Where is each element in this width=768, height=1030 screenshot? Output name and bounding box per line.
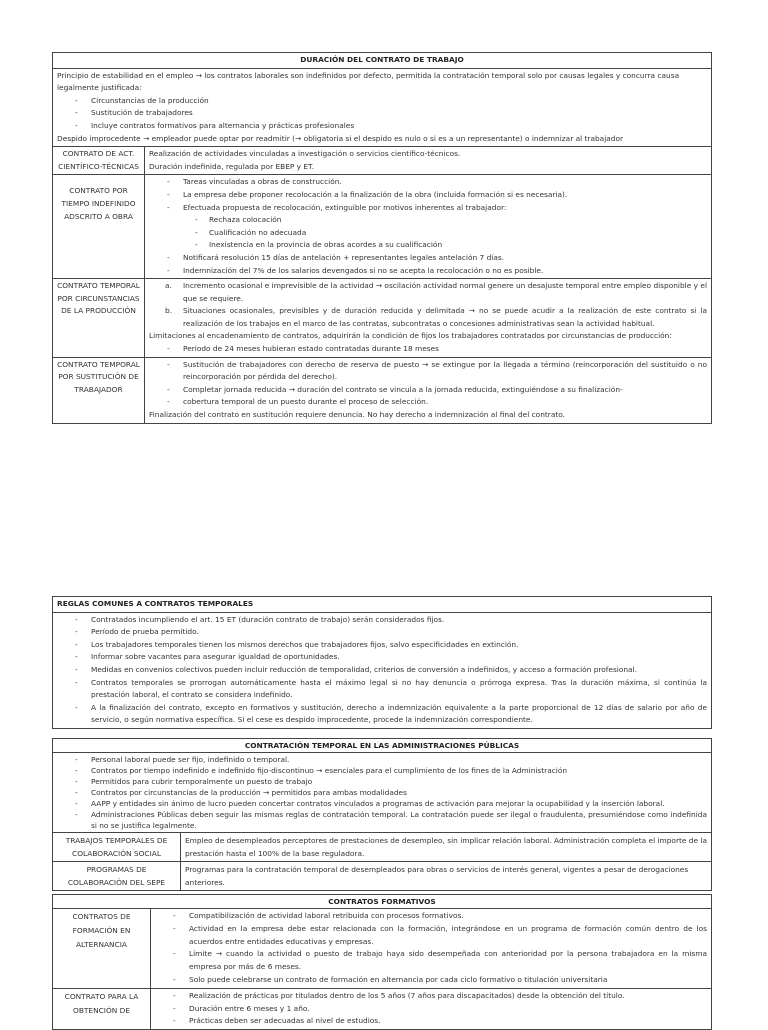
text-line: Realización de actividades vinculadas a investigación o servicios científico-técnicos. <box>149 149 461 159</box>
list-item: - Contratos por circunstancias de la producción → permitidos para ambas modalidades <box>57 787 707 798</box>
row-content-alternancia <box>151 909 712 989</box>
table-title: REGLAS COMUNES A CONTRATOS TEMPORALES <box>53 597 712 613</box>
duracion-contrato-table <box>52 52 712 424</box>
sustitucion-footer: Finalización del contrato en sustitución requiere denuncia. No hay derecho a indemnización al final del contrato. <box>149 410 565 420</box>
list-item: - Los trabajadores temporales tienen los mismos derechos que trabajadores fijos, salvo especificidades en extinción. <box>57 639 707 652</box>
list-item: - Indemnización del 7% de los salarios devengados si no se acepta la recolocación o no es posible. <box>149 265 707 278</box>
reglas-list <box>57 614 707 727</box>
intro-text: Principio de estabilidad en el empleo → los contratos laborales son indefinidos por defecto, permitida la contratación temporal solo por causas legales y concurra causa legalmente justificada: <box>57 70 680 93</box>
list-item: - Límite → cuando la actividad o puesto de trabajo haya sido desempeñada con anterioridad por la persona trabajadora en la misma empresa por más de 6 meses. <box>155 948 707 974</box>
list-marker: b. <box>165 306 173 316</box>
reglas-comunes-table <box>52 596 712 729</box>
list-item: - Informar sobre vacantes para asegurar igualdad de oportunidades. <box>57 651 707 664</box>
table-title: DURACIÓN DEL CONTRATO DE TRABAJO <box>53 53 712 69</box>
list-item: - La empresa debe proponer recolocación a la finalización de la obra (incluida formación si es necesaria). <box>149 189 707 202</box>
text-line: Duración indefinida, regulada por EBEP y ET. <box>149 161 315 171</box>
indefinido-list-2 <box>149 252 707 277</box>
list-item: - Permitidos para cubrir temporalmente un puesto de trabajo <box>57 776 707 787</box>
list-item: - Administraciones Públicas deben seguir las mismas reglas de contratación temporal. La contratación puede ser ilegal o fraudulenta, presumiéndose como indefinida si no se justifica legalmente. <box>57 809 707 831</box>
row-content-cientifico <box>145 147 712 175</box>
list-item <box>149 305 707 330</box>
indefinido-sublist <box>149 214 707 252</box>
list-item: - Rechaza colocación <box>149 214 707 227</box>
row-content-practicas <box>151 988 712 1029</box>
practicas-list <box>155 990 707 1028</box>
row-content-sustitucion <box>145 357 712 423</box>
alternancia-list <box>155 910 707 987</box>
list-text: Situaciones ocasionales, previsibles y de duración reducida y delimitada → no se puede acudir a la realización de este contrato si la realización de los trabajos en el marco de las contratas, subcontratas o concesiones administrativas sean la actividad habitual. <box>183 306 707 328</box>
row-label-practicas: CONTRATO PARA LA OBTENCIÓN DE <box>53 988 151 1029</box>
list-item <box>149 280 707 305</box>
row-label-cientifico: CONTRATO DE ACT. CIENTÍFICO-TÉCNICAS <box>53 147 145 175</box>
row-label-alternancia: CONTRATOS DE FORMACIÓN EN ALTERNANCIA <box>53 909 151 989</box>
list-item: - Tareas vinculadas a obras de construcción. <box>149 176 707 189</box>
table-title: CONTRATACIÓN TEMPORAL EN LAS ADMINISTRACIONES PÚBLICAS <box>53 739 712 753</box>
list-item: - Efectuada propuesta de recolocación, extinguible por motivos inherentes al trabajador: <box>149 202 707 215</box>
list-item: - Notificará resolución 15 días de antelación + representantes legales antelación 7 días. <box>149 252 707 265</box>
limit-list <box>149 343 707 356</box>
list-item: - Solo puede celebrarse un contrato de formación en alternancia por cada ciclo formativo o titulación universitaria <box>155 974 707 987</box>
list-item: - cobertura temporal de un puesto durante el proceso de selección. <box>149 396 707 409</box>
row-content-produccion <box>145 279 712 358</box>
admin-content <box>53 753 712 833</box>
list-item: - Circunstancias de la producción <box>57 95 707 108</box>
indefinido-list <box>149 176 707 214</box>
list-item: - Medidas en convenios colectivos pueden incluir reducción de temporalidad, criterios de conversión a indefinidos, y acceso a formación profesional. <box>57 664 707 677</box>
list-item: - Prácticas deben ser adecuadas al nivel de estudios. <box>155 1015 707 1028</box>
list-item: - Completar jornada reducida → duración del contrato se vincula a la jornada reducida, extinguiéndose a su finalización- <box>149 384 707 397</box>
list-item: - Duración entre 6 meses y 1 año. <box>155 1003 707 1016</box>
list-item: - Periodo de 24 meses hubieran estado contratadas durante 18 meses <box>149 343 707 356</box>
reglas-content <box>53 612 712 728</box>
produccion-list <box>149 280 707 330</box>
row-label-sustitucion: CONTRATO TEMPORAL POR SUSTITUCIÓN DE TRABAJADOR <box>53 357 145 423</box>
row-content-sepe: Programas para la contratación temporal de desempleados para obras o servicios de interés general, vigentes a pesar de derogaciones anteriores. <box>181 862 712 891</box>
list-item: - Sustitución de trabajadores con derecho de reserva de puesto → se extingue por la llegada a término (reincorporación del sustituido o no reincorporación por pérdida del derecho). <box>149 359 707 384</box>
intro-cell <box>53 68 712 147</box>
list-item: - AAPP y entidades sin ánimo de lucro pueden concertar contratos vinculados a programas de activación para mejorar la ocupabilidad y la inserción laboral. <box>57 798 707 809</box>
formativos-table <box>52 894 712 1030</box>
label-text: CONTRATO POR TIEMPO INDEFINIDO ADSCRITO A OBRA <box>61 186 136 221</box>
administraciones-table <box>52 738 712 891</box>
list-item: - Sustitución de trabajadores <box>57 107 707 120</box>
row-content-colaboracion-social: Empleo de desempleados perceptores de prestaciones de desempleo, sin implicar relación laboral. Administración completa el importe de la prestación hasta el 100% de la base reguladora. <box>181 833 712 862</box>
list-item: - Inexistencia en la provincia de obras acordes a su cualificación <box>149 239 707 252</box>
limit-text: Limitaciones al encadenamiento de contratos, adquirirán la condición de fijos los trabajadores contratados por circunstancias de producción: <box>149 331 672 341</box>
list-item: - Personal laboral puede ser fijo, indefinido o temporal. <box>57 754 707 765</box>
row-label-produccion: CONTRATO TEMPORAL POR CIRCUNSTANCIAS DE LA PRODUCCIÓN <box>53 279 145 358</box>
list-item: - Período de prueba permitido. <box>57 626 707 639</box>
list-item: - Contratados incumpliendo el art. 15 ET (duración contrato de trabajo) serán considerados fijos. <box>57 614 707 627</box>
list-item: - Actividad en la empresa debe estar relacionada con la formación, integrándose en un programa de formación común dentro de los acuerdos entre entidades educativas y empresas. <box>155 923 707 949</box>
list-item: - Realización de prácticas por titulados dentro de los 5 años (7 años para discapacitados) desde la obtención del título. <box>155 990 707 1003</box>
list-item: - A la finalización del contrato, excepto en formativos y sustitución, derecho a indemnización equivalente a la parte proporcional de 12 días de salario por año de servicio, o según normativa específica. Si el cese es despido improcedente, procede la indemnización correspondiente. <box>57 702 707 727</box>
list-item: - Incluye contratos formativos para alternancia y prácticas profesionales <box>57 120 707 133</box>
list-text: Incremento ocasional e imprevisible de la actividad → oscilación actividad normal genere un desajuste temporal entre empleo disponible y el que se requiere. <box>183 281 707 303</box>
list-marker: a. <box>165 281 172 291</box>
row-content-indefinido <box>145 175 712 279</box>
despido-text: Despido improcedente → empleador puede optar por readmitir (→ obligatoria si el despido es nulo o si es a un representante) o indemnizar al trabajador <box>57 133 624 143</box>
list-item: - Cualificación no adecuada <box>149 227 707 240</box>
list-item: - Contratos por tiempo indefinido e indefinido fijo-discontinuo → esenciales para el cumplimiento de los fines de la Administración <box>57 765 707 776</box>
row-label-colaboracion-social: TRABAJOS TEMPORALES DE COLABORACIÓN SOCIAL <box>53 833 181 862</box>
admin-list <box>57 754 707 831</box>
sustitucion-list <box>149 359 707 409</box>
list-item: - Contratos temporales se prorrogan automáticamente hasta el máximo legal si no hay denuncia o prórroga expresa. Tras la duración máxima, si continúa la prestación laboral, el contrato se considera indefinido. <box>57 677 707 702</box>
row-label-indefinido <box>53 175 145 279</box>
list-item: - Compatibilización de actividad laboral retribuida con procesos formativos. <box>155 910 707 923</box>
table-title: CONTRATOS FORMATIVOS <box>53 895 712 909</box>
row-label-sepe: PROGRAMAS DE COLABORACIÓN DEL SEPE <box>53 862 181 891</box>
causes-list <box>57 95 707 133</box>
